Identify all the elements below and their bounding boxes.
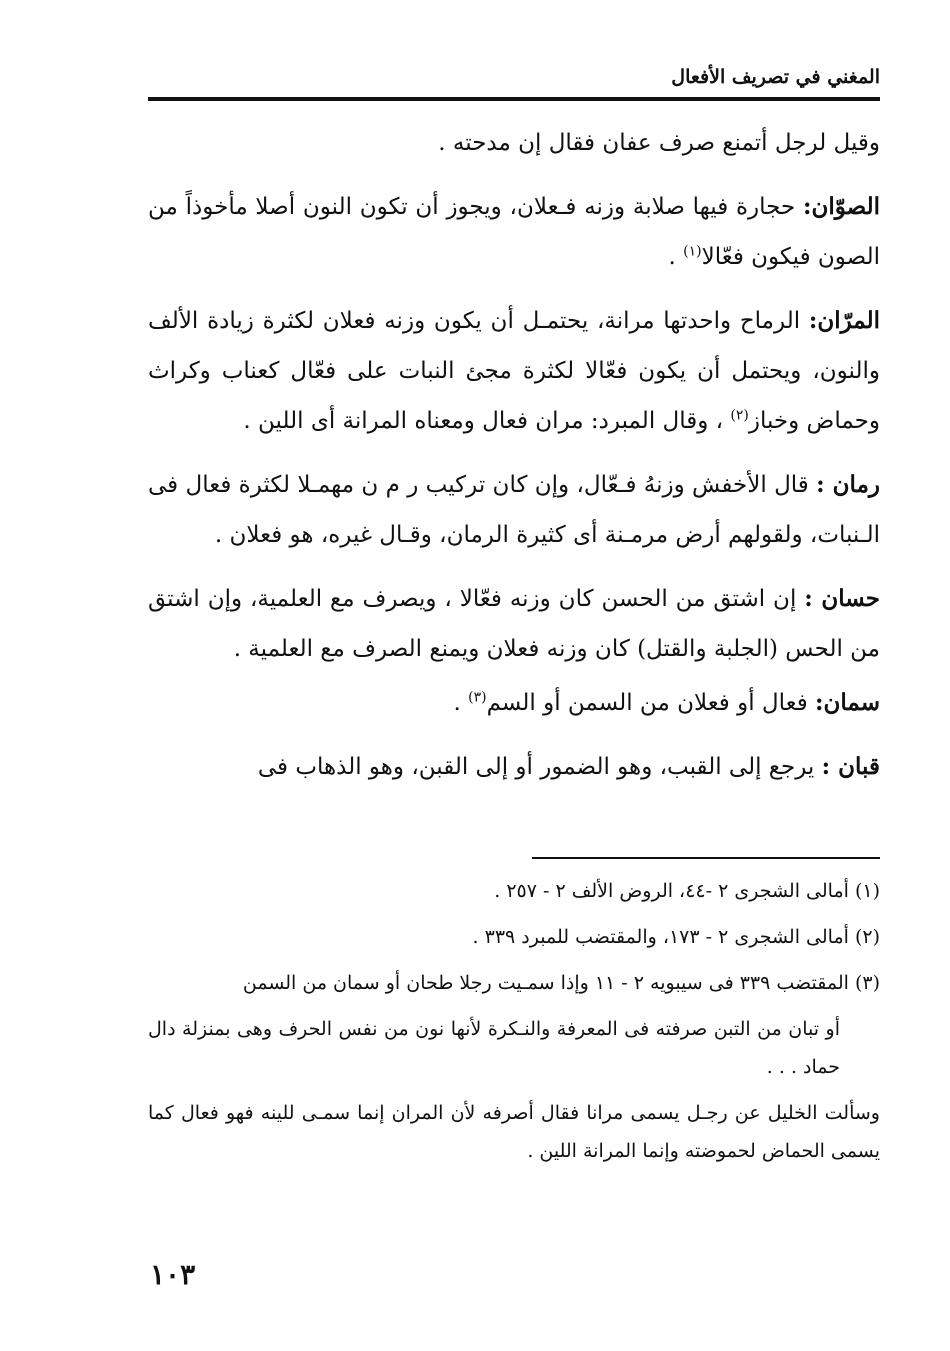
footnote-rule [532,857,880,859]
footnote-ref[interactable]: (٢) [730,407,749,424]
paragraph-text: وقيل لرجل أتمنع صرف عفان فقال إن مدحته . [438,130,880,156]
running-head: المغني في تصريف الأفعال [671,66,880,88]
entry-term: رمان : [816,471,880,498]
entry-term: سمان: [815,689,880,716]
entry-term: الصوّان: [803,193,881,220]
footnote-2: (٢) أمالى الشجرى ٢ - ١٧٣، والمقتضب للمبرد ٣٣٩ . [472,926,880,948]
entry-term: قبان : [821,753,880,780]
entry-text: يرجع إلى القبب، وهو الضمور أو إلى القبن، وهو الذهاب فى [257,754,815,780]
entry-term: حسان : [804,585,880,612]
entry-text: قال الأخفش وزنهُ فـعّال، وإن كان تركيب ر م ن مهمـلا لكثرة فعال فى الـنبات، ولقولهم أرض مرمـنة أى كثيرة الرمان، وقـال غيره، هو فعلان . [148,472,880,548]
footnote-ref[interactable]: (١) [683,243,702,260]
entry-qabban [148,742,880,792]
entry-rumman [148,460,880,560]
entry-text-end: . [668,244,684,270]
footnote-3 [148,964,880,1002]
footnotes [148,872,880,1170]
entry-murran [148,296,880,446]
entry-text-end: . [453,690,469,716]
entry-hassan [148,574,880,674]
footnote-3-continuation: أو تبان من التبن صرفته فى المعرفة والنـكرة لأنها نون من نفس الحرف وهى بمنزلة دال حماد . . . [148,1018,840,1078]
main-text [148,118,880,806]
entry-text: إن اشتق من الحسن كان وزنه فعّالا ، ويصرف مع العلمية، وإن اشتق من الحس (الجلبة والقتل) كان وزنه فعلان ويمنع الصرف مع العلمية . [148,586,880,662]
entry-text: حجارة فيها صلابة وزنه فـعلان، ويجوز أن تكون النون أصلا مأخوذاً من الصون فيكون فعّالا [148,194,880,270]
footnote-1: (١) أمالى الشجرى ٢ -٤٤، الروض الألف ٢ - ٢٥٧ . [494,880,880,902]
entry-term: المرّان: [808,307,880,334]
entry-samman [148,678,880,728]
footnote-3-line: (٣) المقتضب ٣٣٩ فى سيبويه ٢ - ١١ وإذا سمـيت رجلا طحان أو سمان من السمن [242,972,880,994]
footnote-ref[interactable]: (٣) [468,689,487,706]
page-number: ١٠٣ [150,1258,196,1291]
entry-text-end: ، وقال المبرد: مران فعال ومعناه المرانة أى اللين . [243,408,731,434]
footnote-3-paragraph: وسألت الخليل عن رجـل يسمى مرانا فقال أصرفه لأن المران إنما سمـى للينه فهو فعال كما يسمى الحماض لحموضته وإنما المرانة اللين . [148,1102,880,1162]
entry-text: الرماح واحدتها مرانة، يحتمـل أن يكون وزنه فعلان لكثرة زيادة الألف والنون، ويحتمل أن يكون فعّالا لكثرة مجئ النبات على فعّال كعناب وكراث وحماض وخباز [148,308,880,434]
entry-text: فعال أو فعلان من السمن أو السم [486,690,808,716]
paragraph-intro [148,118,880,168]
header-rule [148,97,880,101]
entry-sawwan [148,182,880,282]
